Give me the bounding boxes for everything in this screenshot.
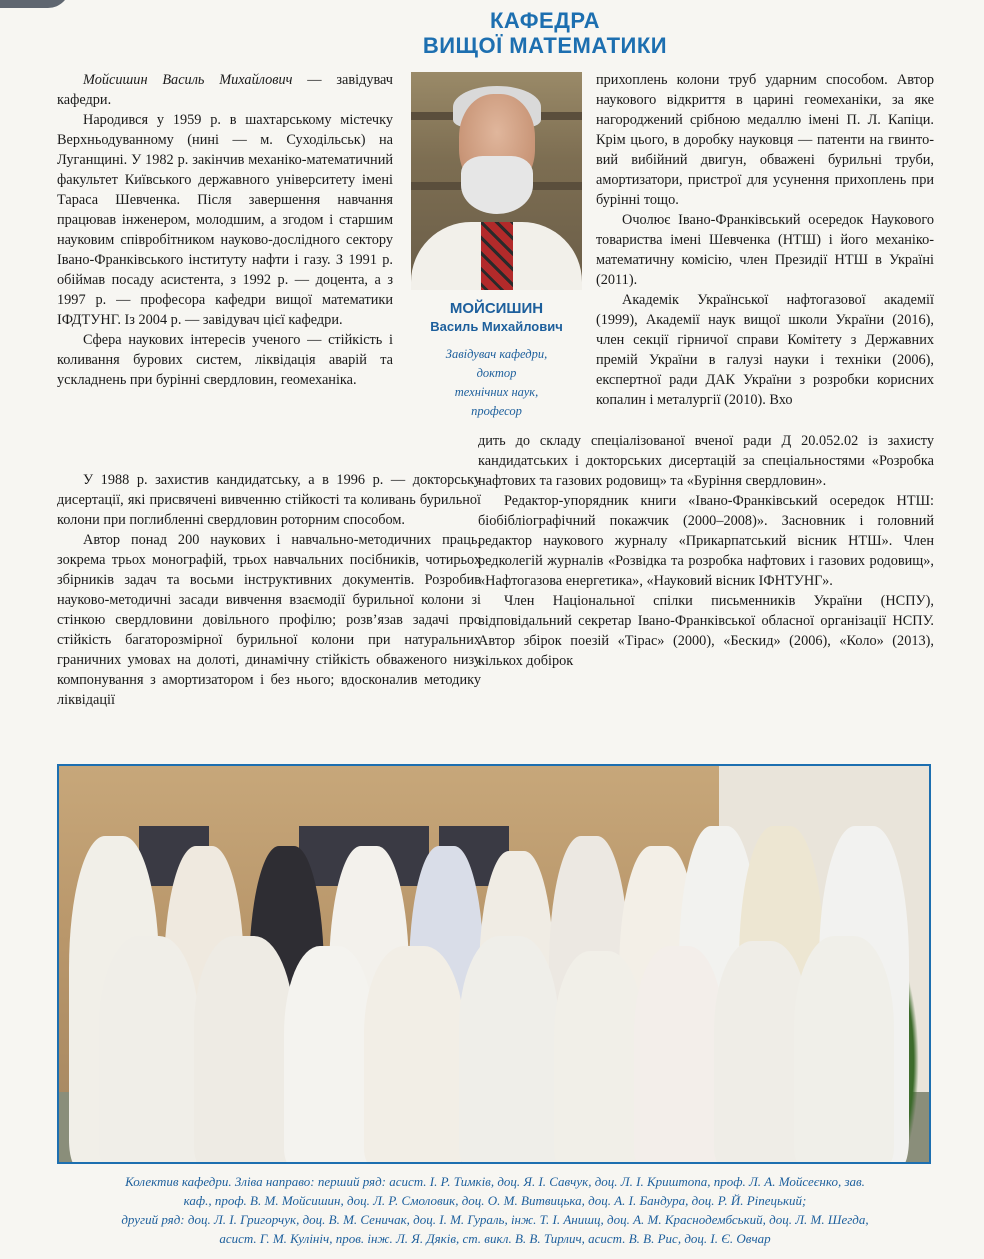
portrait-given-name: Василь Михайлович xyxy=(430,319,563,334)
portrait-position xyxy=(411,345,582,421)
portrait-surname: МОЙСИШИН xyxy=(449,300,544,317)
bio-paragraph-5: прихоплень колони труб ударним способом. Автор наукового відкриття в царині геомеханіки, за яке нагороджений срібною медаллю імені П. Л. Капіци. Крім цього, в доробку науковця — патенти на гвинтовий вибійний двигун, обважені бурильні труби, амортизатори, пристрої для усунення прихоплень при бурінні тощо. xyxy=(596,72,934,208)
caption-line: асист. Г. М. Кулініч, пров. інж. Л. Я. Дяків, ст. викл. В. В. Тирлич, асист. В. В. Рис, доц. І. Є. Овчар xyxy=(219,1231,771,1246)
bio-paragraph-9: Член Національної спілки письменників України (НСПУ), відповідальний секретар Івано-Франківської обласної організації НСПУ. Автор збірок поезій «Тірас» (2000), «Бескид» (2006), «Коло» (2013), кількох добірок xyxy=(478,593,934,669)
bio-paragraph-1: Народився у 1959 р. в шахтарському містечку Верхньодуванному (нині — м. Суходільськ) на Луганщині. У 1982 р. закінчив механіко-математичний факультет Київського державного університету імені Тараса Шевченка. Після завершення навчання працював інженером, молодшим, а згодом і старшим науковим співробітником науково-дослідного сектору Івано-Франківського інституту нафти і газу. З 1991 р. обіймав посаду асистента, з 1992 р. — доцента, а з 1997 р. — професора кафедри вищої математики ІФДТУНГ. Із 2004 р. — завідувач цієї кафедри. xyxy=(57,112,393,328)
position-line: професор xyxy=(471,404,522,418)
portrait-name-block xyxy=(411,300,582,421)
lead-rest: — завідувач кафедри. xyxy=(57,72,393,108)
right-wide-column xyxy=(478,431,934,671)
position-line: Завідувач кафедри, xyxy=(445,347,548,361)
portrait-beard xyxy=(461,156,533,214)
group-photo xyxy=(57,764,931,1164)
portrait-embroidery xyxy=(481,222,513,290)
lead-name: Мойсишин Василь Михайлович xyxy=(83,72,293,88)
right-column xyxy=(596,70,934,410)
page-title-line-1: КАФЕДРА xyxy=(489,8,601,33)
bio-paragraph-6: Очолює Івано-Франківський осередок Наукового товариства імені Шевченка (НТШ) і його механіко-математичну комісію, член Президії НТШ в Україні (2011). xyxy=(596,212,934,288)
bio-paragraph-2: Сфера наукових інтересів ученого — стійкість і коливання бурових систем, ліквідація аварій та ускладнень при бурінні свердловин, геомеханіка. xyxy=(57,332,393,388)
left-column xyxy=(57,70,393,390)
caption-line: другий ряд: доц. Л. І. Григорчук, доц. В. М. Сеничак, доц. І. М. Гураль, інж. Т. І. Анишц, доц. А. М. Краснодембський, доц. Л. М. Шегда, xyxy=(121,1212,869,1227)
bio-paragraph-7-cont: дить до складу спеціалізованої вченої ради Д 20.052.02 із захисту кандидатських і докторських дисертацій за спеціальностями «Розробка нафтових та газових родовищ» та «Буріння свердловин». xyxy=(478,433,934,489)
left-wide-column xyxy=(57,470,481,710)
bio-paragraph-8: Редактор-упорядник книги «Івано-Франківський осередок НТШ: біобібліографічний покажчик (2000–2008)». Засновник і головний редактор наукового журналу «Прикарпатський вісник НТШ». Член редколегій журналів «Розвідка та розробка нафтових і газових родовищ», «Нафтогазова енергетика», «Науковий вісник ІФНТУНГ». xyxy=(478,493,934,589)
bio-paragraph-4: Автор понад 200 наукових і навчально-методичних праць, зокрема трьох монографій, трьох навчальних посібників, чотирьох збірників задач та восьми інструктивних документів. Розробив науково-методичні засади вивчення взаємодії бурильної колони зі стінкою свердловини довільного профілю; розв’язав задачі про стійкість багаторозмірної бурильної колони при натуральних граничних умовах на долоті, динамічну стійкість обваженого низу компонування з амортизатором і без нього; вдосконалив методику ліквідації xyxy=(57,532,481,708)
caption-line: каф., проф. В. М. Мойсишин, доц. Л. Р. Смоловик, доц. О. М. Витвицька, доц. А. І. Бандура, доц. Р. Й. Ріпецький; xyxy=(183,1193,807,1208)
portrait-photo xyxy=(411,72,582,290)
caption-line: Колектив кафедри. Зліва направо: перший ряд: асист. І. Р. Тимків, доц. Я. І. Савчук, доц. Л. І. Криштопа, проф. Л. А. Мойсеєнко, зав. xyxy=(125,1174,865,1189)
bio-paragraph-7: Академік Української нафтогазової академії (1999), Академії наук вищої школи України (2016), член секції гірничої справи Комітету з Державних премій України в галузі науки і техніки (2006), експертної ради ДАК України з розробки корисних копалин і металургії (2010). Вхо xyxy=(596,292,934,408)
position-line: доктор xyxy=(476,366,517,380)
lead-paragraph xyxy=(57,70,393,110)
page-corner-tab xyxy=(0,0,70,8)
page-title-line-2: ВИЩОЇ МАТЕМАТИКИ xyxy=(422,33,668,58)
position-line: технічних наук, xyxy=(454,385,539,399)
photo-caption xyxy=(60,1172,930,1248)
bio-paragraph-3: У 1988 р. захистив кандидатську, а в 1996 р. — докторську дисертації, які присвячені вивченню стійкості та коливань бурильної колони при поглибленні свердловин роторним способом. xyxy=(57,472,481,528)
